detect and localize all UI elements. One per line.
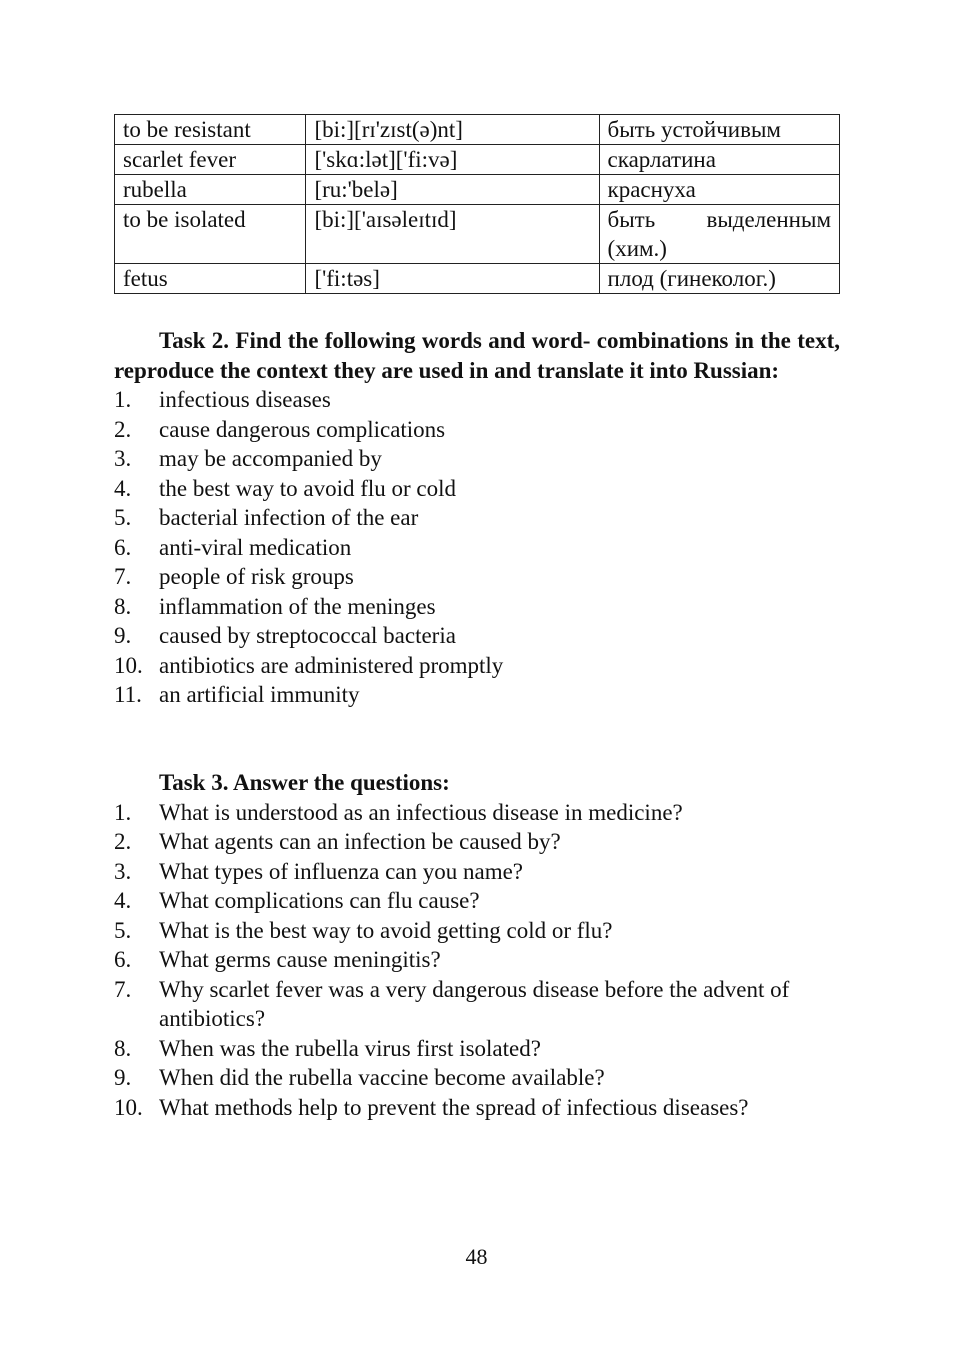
item-number: 11. — [114, 682, 142, 707]
item-number: 3. — [114, 858, 132, 884]
item-text: What germs cause meningitis? — [159, 947, 441, 972]
item-number: 5. — [114, 505, 132, 530]
task-2-heading: Task 2. Find the following words and word- combinations in the text, reproduce the context they are used in and translate it into Russian: — [114, 328, 840, 383]
item-text: antibiotics are administered promptly — [159, 652, 504, 678]
item-number: 4. — [114, 888, 132, 913]
term-cell: scarlet fever — [115, 145, 306, 175]
item-number: 8. — [114, 593, 132, 619]
term-cell: fetus — [115, 264, 306, 294]
table-row — [115, 264, 840, 294]
list-item — [114, 857, 840, 887]
transcription-cell: [bi:]['aɪsəleɪtɪd] — [306, 205, 599, 264]
item-text: cause dangerous complications — [159, 416, 446, 442]
table-row — [115, 205, 840, 264]
item-text: infectious diseases — [159, 387, 331, 412]
table-row — [115, 175, 840, 205]
item-number: 8. — [114, 1035, 132, 1061]
table-row — [115, 145, 840, 175]
item-text: may be accompanied by — [159, 446, 382, 471]
item-text: people of risk groups — [159, 564, 354, 589]
list-item — [114, 798, 840, 828]
list-item — [114, 975, 840, 1034]
item-number: 5. — [114, 917, 132, 943]
item-text: Why scarlet fever was a very dangerous disease before the advent of antibiotics? — [159, 976, 790, 1031]
item-text: What is the best way to avoid getting cold or flu? — [159, 917, 613, 943]
item-text: What methods help to prevent the spread of infectious diseases? — [159, 1094, 749, 1120]
translation-cell: скарлатина — [599, 145, 839, 175]
item-number: 3. — [114, 446, 132, 471]
list-item — [114, 827, 840, 857]
item-number: 2. — [114, 829, 132, 854]
item-text: When was the rubella virus first isolated? — [159, 1035, 541, 1061]
item-number: 2. — [114, 416, 132, 442]
list-item — [114, 385, 840, 415]
translation-cell: быть устойчивым — [599, 115, 839, 145]
item-text: What complications can flu cause? — [159, 888, 480, 913]
item-text: What types of influenza can you name? — [159, 858, 524, 884]
item-number: 1. — [114, 387, 132, 412]
term-cell: rubella — [115, 175, 306, 205]
item-text: the best way to avoid flu or cold — [159, 475, 457, 501]
task-3-section — [114, 768, 840, 1122]
item-number: 10. — [114, 652, 143, 678]
list-item — [114, 533, 840, 563]
list-item — [114, 680, 840, 710]
term-cell: to be resistant — [115, 115, 306, 145]
list-item — [114, 503, 840, 533]
item-number: 7. — [114, 564, 132, 589]
item-text: When did the rubella vaccine become available? — [159, 1065, 605, 1090]
transcription-cell: ['fi:təs] — [306, 264, 599, 294]
transcription-cell: ['skɑ:lət]['fi:və] — [306, 145, 599, 175]
list-item — [114, 562, 840, 592]
item-number: 6. — [114, 534, 132, 560]
list-item — [114, 1063, 840, 1093]
list-item — [114, 592, 840, 622]
task-3-list — [114, 798, 840, 1123]
item-number: 4. — [114, 475, 132, 501]
translation-cell: плод (гинеколог.) — [599, 264, 839, 294]
task-3-heading: Task 3. Answer the questions: — [159, 770, 450, 795]
item-number: 6. — [114, 947, 132, 972]
item-text: inflammation of the meninges — [159, 593, 436, 619]
item-text: anti-viral medication — [159, 534, 352, 560]
item-number: 9. — [114, 623, 132, 648]
translation-cell: краснуха — [599, 175, 839, 205]
table-row — [115, 115, 840, 145]
item-text: caused by streptococcal bacteria — [159, 623, 456, 648]
list-item — [114, 651, 840, 681]
item-text: What is understood as an infectious disease in medicine? — [159, 799, 683, 825]
list-item — [114, 1093, 840, 1123]
list-item — [114, 444, 840, 474]
item-number: 7. — [114, 976, 132, 1002]
list-item — [114, 415, 840, 445]
vocabulary-table — [114, 114, 840, 294]
item-number: 9. — [114, 1065, 132, 1090]
list-item — [114, 916, 840, 946]
list-item — [114, 474, 840, 504]
item-text: bacterial infection of the ear — [159, 505, 419, 530]
item-number: 10. — [114, 1094, 143, 1120]
transcription-cell: [ru:'belə] — [306, 175, 599, 205]
list-item — [114, 945, 840, 975]
term-cell: to be isolated — [115, 205, 306, 264]
list-item — [114, 886, 840, 916]
transcription-cell: [bi:][rɪ'zɪst(ə)nt] — [306, 115, 599, 145]
item-text: an artificial immunity — [159, 682, 360, 707]
translation-cell: быть выделенным (хим.) — [599, 205, 839, 264]
task-2-list — [114, 385, 840, 710]
item-text: What agents can an infection be caused by? — [159, 829, 561, 854]
list-item — [114, 621, 840, 651]
page-number: 48 — [465, 1244, 488, 1269]
item-number: 1. — [114, 799, 132, 825]
list-item — [114, 1034, 840, 1064]
task-2-section — [114, 326, 840, 710]
